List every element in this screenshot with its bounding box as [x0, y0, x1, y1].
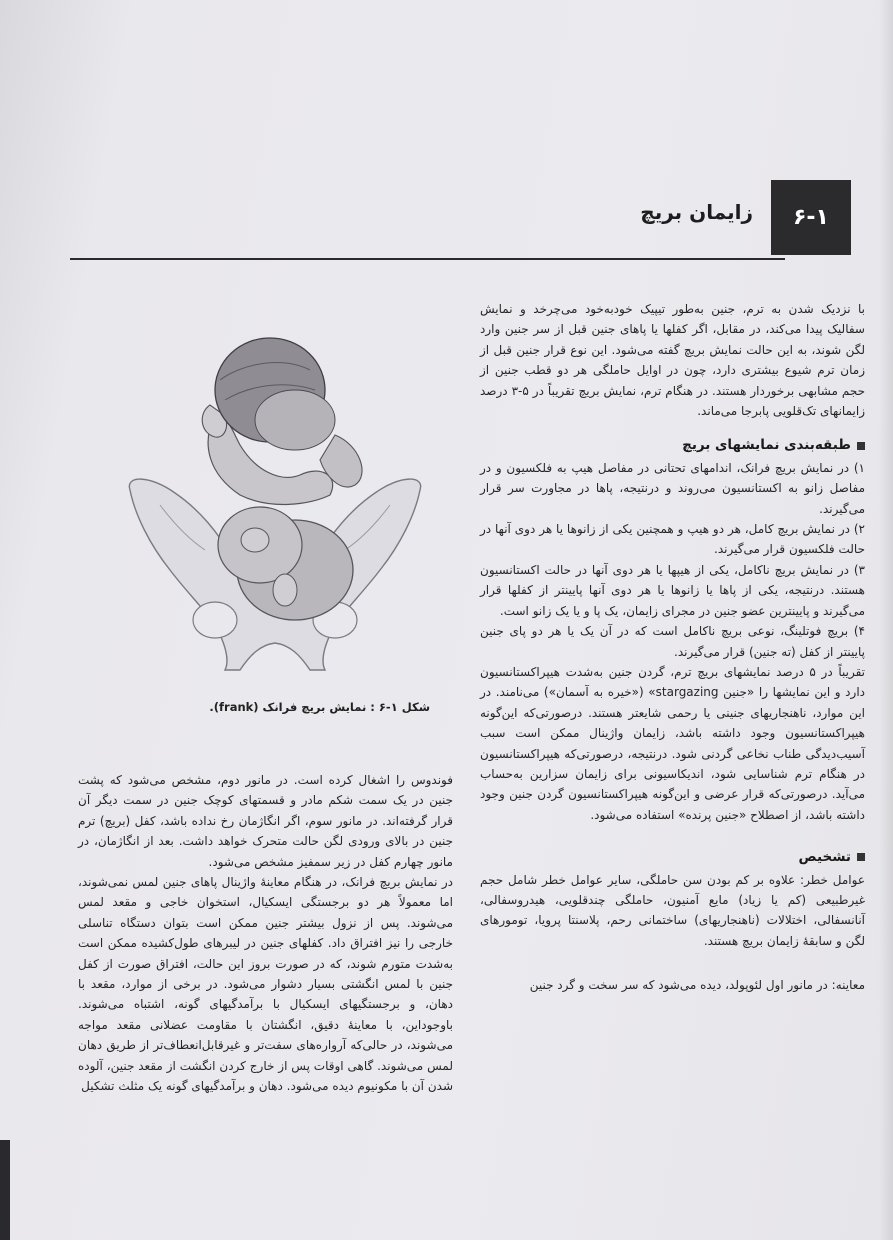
risk-factors-paragraph: عوامل خطر: علاوه بر کم بودن سن حاملگی، سایر عوامل خطر شامل حجم غیرطبیعی (کم یا زیاد) مایع آمنیون، حاملگی چندقلویی، هیدروسفالی، آنانسفالی، اختلالات (ناهنجاریهای) ساختمانی رحم، پلاسنتا پرویا، تومورهای لگن و سابقهٔ زایمان بریچ هستند. [480, 872, 865, 948]
scan-edge [0, 1140, 10, 1240]
chapter-title: زایمان بریچ [640, 200, 753, 224]
classification-heading [480, 435, 865, 455]
vaginal-exam-paragraph: در نمایش بریچ فرانک، در هنگام معاینهٔ واژینال پاهای جنین لمس نمی‌شوند، اما معمولاً هر دو برجستگی ایسکیال، استخوان خاجی و مقعد لمس می‌شوند. پس از نزول بیشتر جنین ممکن است بتوان دستگاه تناسلی خارجی را نیز افتراق داد. کفلهای جنین در لیبرهای طول‌کشیده ممکن است به‌شدت متورم شوند، که در صورت بروز این حالت، افتراق صورت از کفل جنین با لمس انگشتی بسیار دشوار می‌شود. در برخی از موارد، مقعد با دهان، و برجستگیهای ایسکیال با برآمدگیهای گونه، اشتباه می‌شوند. باوجوداین، با معاینهٔ دقیق، انگشتان با مقاومت عضلانی مقعد مواجه می‌شوند، در حالی‌که آرواره‌های سفت‌تر و غیرقابل‌انعطاف‌تر از طریق دهان لمس می‌شوند. گاهی اوقات پس از خارج کردن انگشت از مقعد جنین، آلوده شدن آن با مکونیوم دیده می‌شود. دهان و برآمدگیهای گونه یک مثلث تشکیل [78, 875, 453, 1094]
intro-paragraph: با نزدیک شدن به ترم، جنین به‌طور تیپیک خودبه‌خود می‌چرخد و نمایش سفالیک پیدا می‌کند، در مقابل، اگر کفلها یا پاهای جنین قبل از سر جنین وارد لگن شوند، به این حالت نمایش بریچ گفته می‌شود. این نوع قرار جنین قبل از زمان ترم شیوع بیشتری دارد، چون در اوایل حاملگی هر دو قطب جنین از حجم مشابهی برخوردار هستند. در هنگام ترم، نمایش بریچ تقریباً در ۵-۳ درصد زایمانهای تک‌قلویی پابرجا می‌ماند. [480, 302, 865, 419]
square-bullet-icon [857, 442, 865, 450]
title-divider [70, 258, 785, 260]
square-bullet-icon [857, 853, 865, 861]
page-shadow [879, 0, 893, 1240]
exam-paragraph: معاینه: در مانور اول لئوپولد، دیده می‌شود که سر سخت و گرد جنین [529, 978, 865, 993]
chapter-number-box [771, 180, 851, 255]
list-item: ۳) در نمایش بریچ ناکامل، یکی از هیپها یا هر دوی آنها در حالت اکستانسیون هستند. درنتیجه، یکی از پاها یا زانوها یا هر دوی آنها پایینتر از کفلها قرار می‌گیرند و پایینترین عضو جنین در مجرای زایمان، یک پا و یا یک زانو است. [480, 562, 865, 618]
figure-caption: شکل ۱-۶ : نمایش بریچ فرانک (frank). [209, 700, 430, 714]
classification-heading-text: طبقه‌بندی نمایشهای بریچ [682, 437, 851, 454]
list-item: ۲) در نمایش بریچ کامل، هر دو هیپ و همچنین یکی از زانوها یا هر دوی آنها در حالت فلکسیون قرار می‌گیرند. [480, 522, 865, 557]
right-text-column [480, 299, 865, 996]
list-item: ۱) در نمایش بریچ فرانک، اندامهای تحتانی در مفاصل هیپ به فلکسیون و در مفاصل زانو به اکستانسیون می‌روند و درنتیجه، پاها در مجاورت سر قرار می‌گیرند. [480, 460, 865, 516]
breech-fetus-illustration [120, 325, 430, 675]
stargazing-paragraph: تقریباً در ۵ درصد نمایشهای بریچ ترم، گردن جنین به‌شدت هیپراکستانسیون دارد و این نمایشها را «جنین stargazing» («خیره به آسمان») می‌نامند. در این موارد، ناهنجاریهای جنینی یا رحمی شایعتر هستند. درصورتی‌که این‌گونه هیپراکستانسیون وجود داشته باشد، زایمان واژینال ممکن است سبب آسیب‌دیدگی طناب نخاعی گردنی شود. درنتیجه، درصورتی‌که هیپراکستانسیون در هنگام ترم شناسایی شود، اندیکاسیونی برای زایمان سزارین به‌حساب می‌آید. درصورتی‌که قرار عرضی و این‌گونه هیپراکستانسیون گردن جنین وجود داشته باشد، از اصطلاح «جنین پرنده» استفاده می‌شود. [480, 664, 865, 822]
diagnosis-heading-text: تشخیص [798, 849, 851, 866]
list-item: ۴) بریچ فوتلینگ، نوعی بریچ ناکامل است که در آن یک یا هر دو پای جنین پایینتر از کفل (ته جنین) قرار می‌گیرند. [480, 624, 865, 659]
diagnosis-heading [480, 847, 865, 867]
chapter-number: ۶-۱ [793, 205, 829, 230]
maneuver-paragraph: فوندوس را اشغال کرده است. در مانور دوم، مشخص می‌شود که پشت جنین در یک سمت شکم مادر و قسمتهای کوچک جنین در سمت دیگر آن قرار گرفته‌اند. در مانور سوم، اگر انگاژمان رخ نداده باشد، کفل (بریچ) ترم جنین در بالای ورودی لگن حالت متحرک خواهد داشت. بعد از انگاژمان، در مانور چهارم کفل در زیر سمفیز مشخص می‌شود. [78, 773, 453, 869]
left-text-column [78, 770, 453, 1097]
